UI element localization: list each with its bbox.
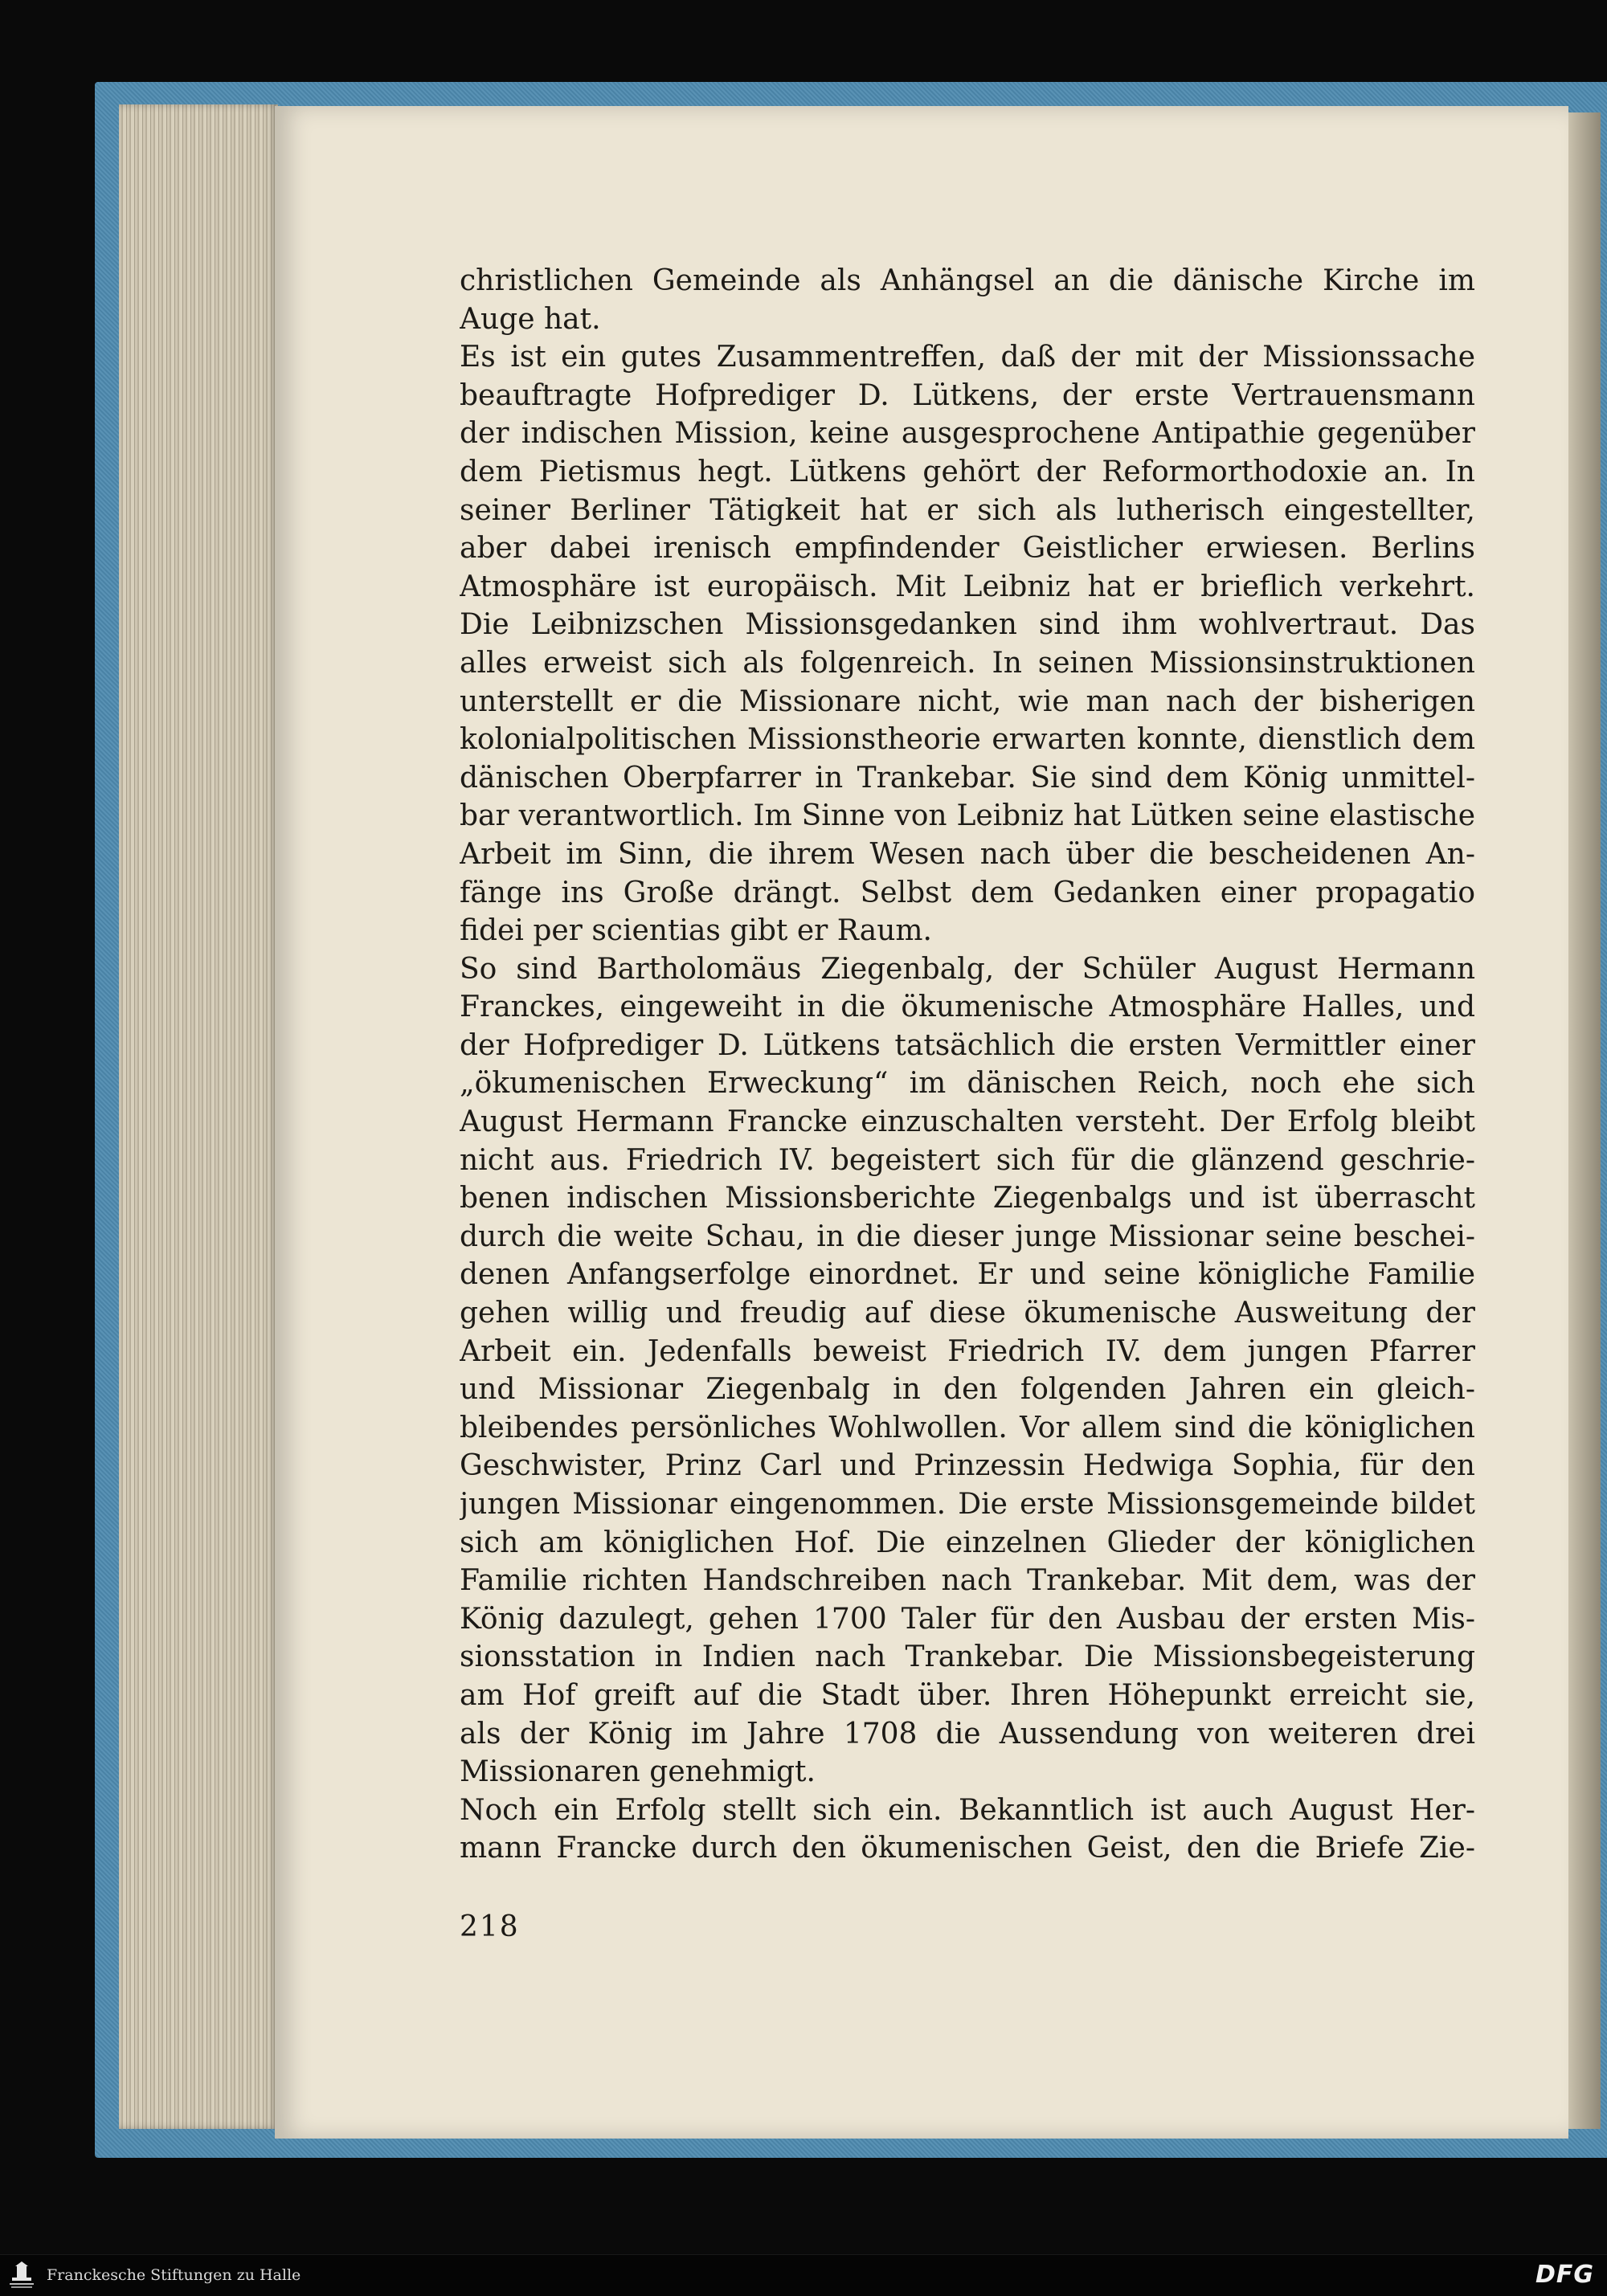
text-line: kolonialpolitischen Missionstheorie erwarten konnte, dienstlich dem [460, 723, 1475, 757]
text-line: Arbeit ein. Jedenfalls beweist Friedrich IV. dem jungen Pfarrer [460, 1334, 1475, 1368]
text-line: aber dabei irenisch empfindender Geistlicher erwiesen. Berlins [460, 532, 1475, 566]
text-line: der indischen Mission, keine ausgesprochene Antipathie gegenüber [460, 417, 1475, 451]
text-line: als der König im Jahre 1708 die Aussendung von weiteren drei [460, 1717, 1475, 1751]
text-line: bar verantwortlich. Im Sinne von Leibniz hat Lütken seine elastische [460, 799, 1475, 833]
text-line: Familie richten Handschreiben nach Trankebar. Mit dem, was der [460, 1564, 1475, 1598]
text-line: beauftragte Hofprediger D. Lütkens, der erste Vertrauensmann [460, 378, 1475, 412]
text-line: Geschwister, Prinz Carl und Prinzessin Hedwiga Sophia, für den [460, 1449, 1475, 1483]
text-line: benen indischen Missionsberichte Ziegenbalgs und ist überrascht [460, 1182, 1475, 1215]
institution-name: Franckesche Stiftungen zu Halle [47, 2266, 301, 2284]
text-line: fänge ins Große drängt. Selbst dem Gedanken einer propagatio [460, 876, 1475, 909]
text-line: Noch ein Erfolg stellt sich ein. Bekanntlich ist auch August Her- [460, 1793, 1475, 1827]
text-line: unterstellt er die Missionare nicht, wie man nach der bisherigen [460, 684, 1475, 718]
text-line: „ökumenischen Erweckung“ im dänischen Reich, noch ehe sich [460, 1067, 1475, 1101]
text-line: christlichen Gemeinde als Anhängsel an die dänische Kirche im [460, 264, 1475, 297]
text-line: alles erweist sich als folgenreich. In seinen Missionsinstruktionen [460, 646, 1475, 680]
foundation-logo-icon [5, 2261, 39, 2290]
text-line: nicht aus. Friedrich IV. begeistert sich für die glänzend geschrie- [460, 1143, 1475, 1177]
body-text [460, 262, 1475, 1868]
text-line: der Hofprediger D. Lütkens tatsächlich die ersten Vermittler einer [460, 1028, 1475, 1062]
text-line: Auge hat. [460, 302, 601, 336]
text-line: Missionaren genehmigt. [460, 1755, 816, 1789]
text-line: Arbeit im Sinn, die ihrem Wesen nach über die bescheidenen An- [460, 837, 1475, 871]
text-line: König dazulegt, gehen 1700 Taler für den Ausbau der ersten Mis- [460, 1602, 1475, 1636]
footer-bar [0, 2254, 1607, 2296]
dfg-logo: DFG [1535, 2261, 1594, 2289]
text-line: Die Leibnizschen Missionsgedanken sind ihm wohlvertraut. Das [460, 608, 1475, 642]
text-line: am Hof greift auf die Stadt über. Ihren Höhepunkt erreicht sie, [460, 1678, 1475, 1712]
text-line: sich am königlichen Hof. Die einzelnen Glieder der königlichen [460, 1526, 1475, 1559]
text-line: durch die weite Schau, in die dieser junge Missionar seine beschei- [460, 1219, 1475, 1253]
page-number: 218 [460, 1910, 520, 1943]
text-line: August Hermann Francke einzuschalten versteht. Der Erfolg bleibt [460, 1105, 1475, 1139]
text-line: gehen willig und freudig auf diese ökumenische Ausweitung der [460, 1297, 1475, 1330]
page-gutter-shadow [1568, 112, 1601, 2129]
text-line: mann Francke durch den ökumenischen Geist, den die Briefe Zie- [460, 1832, 1475, 1865]
text-line: jungen Missionar eingenommen. Die erste Missionsgemeinde bildet [460, 1488, 1475, 1521]
text-line: denen Anfangserfolge einordnet. Er und seine königliche Familie [460, 1258, 1475, 1292]
text-line: So sind Bartholomäus Ziegenbalg, der Schüler August Hermann [460, 952, 1475, 986]
text-line: dänischen Oberpfarrer in Trankebar. Sie sind dem König unmittel- [460, 761, 1475, 795]
text-line: Es ist ein gutes Zusammentreffen, daß der mit der Missionssache [460, 341, 1475, 374]
text-line: Franckes, eingeweiht in die ökumenische Atmosphäre Halles, und [460, 991, 1475, 1024]
text-line: Atmosphäre ist europäisch. Mit Leibniz hat er brieflich verkehrt. [460, 570, 1475, 603]
text-line: fidei per scientias gibt er Raum. [460, 914, 932, 948]
text-line: seiner Berliner Tätigkeit hat er sich als lutherisch eingestellter, [460, 493, 1475, 527]
text-line: bleibendes persönliches Wohlwollen. Vor allem sind die königlichen [460, 1411, 1475, 1444]
text-line: dem Pietismus hegt. Lütkens gehört der Reformorthodoxie an. In [460, 455, 1475, 488]
text-line: und Missionar Ziegenbalg in den folgenden Jahren ein gleich- [460, 1373, 1475, 1407]
page-edges [119, 104, 278, 2129]
text-line: sionsstation in Indien nach Trankebar. Die Missionsbegeisterung [460, 1640, 1475, 1674]
